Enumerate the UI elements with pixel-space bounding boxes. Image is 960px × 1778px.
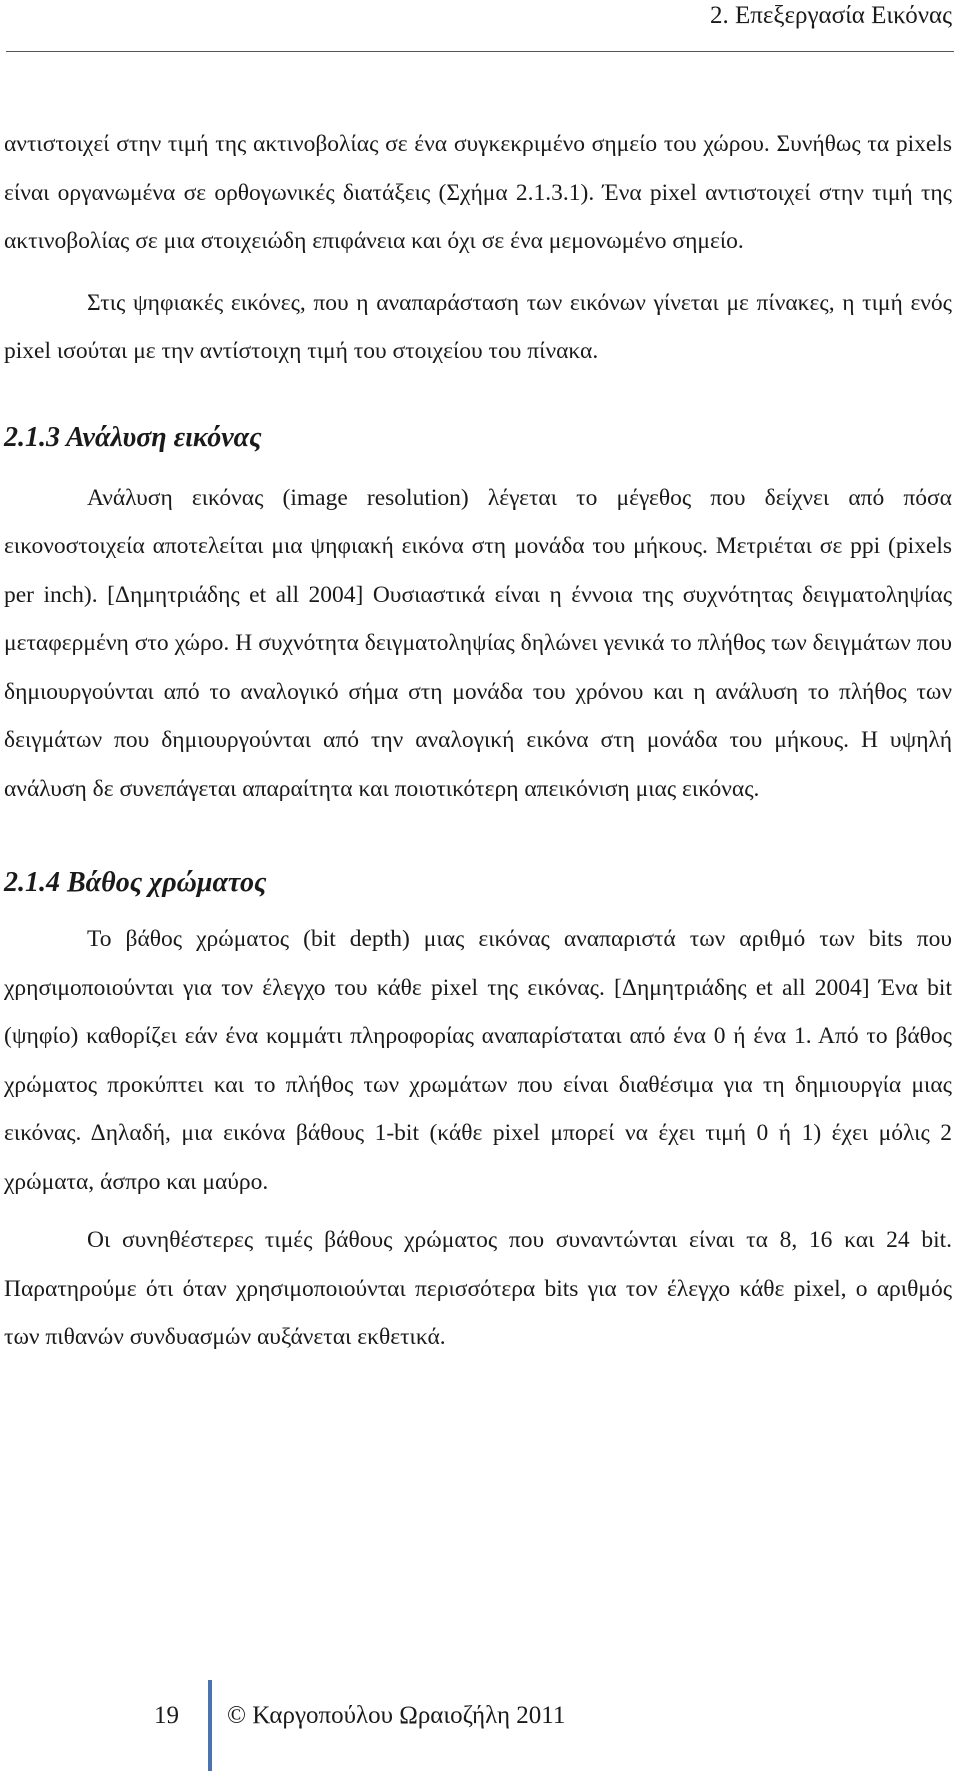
- footer-copyright: © Καργοπούλου Ωραιοζήλη 2011: [227, 1702, 566, 1729]
- paragraph-continued: αντιστοιχεί στην τιμή της ακτινοβολίας σε ένα συγκεκριμένο σημείο του χώρου. Συνήθως τα pixels είναι οργανωμένα σε ορθογωνικές διατάξεις (Σχήμα 2.1.3.1). Ένα pixel αντιστοιχεί στην τιμή της ακτινοβολίας σε μια στοιχειώδη επιφάνεια και όχι σε ένα μεμονωμένο σημείο.: [4, 131, 952, 254]
- section-heading-color-depth: 2.1.4 Βάθος χρώματος: [4, 867, 267, 898]
- page-footer: [0, 1680, 960, 1770]
- page-number: 19: [154, 1702, 179, 1729]
- paragraph-resolution: Ανάλυση εικόνας (image resolution) λέγεται το μέγεθος που δείχνει από πόσα εικονοστοιχεία αποτελείται μια ψηφιακή εικόνα στη μονάδα του μήκους. Μετριέται σε ppi (pixels per inch). [Δημητριάδης et all 2004] Ουσιαστικά είναι η έννοια της συχνότητας δειγματοληψίας μεταφερμένη στο χώρο. Η συχνότητα δειγματοληψίας δηλώνει γενικά το πλήθος των δειγμάτων που δημιουργούνται από το αναλογικό σήμα στη μονάδα του χρόνου και η ανάλυση το πλήθος των δειγμάτων που δημιουργούνται από την αναλογική εικόνα στη μονάδα του μήκους. Η υψηλή ανάλυση δε συνεπάγεται απαραίτητα και ποιοτικότερη απεικόνιση μιας εικόνας.: [4, 484, 952, 802]
- header-divider: [6, 51, 954, 52]
- paragraph-common-depths: Οι συνηθέστερες τιμές βάθους χρώματος που συναντώνται είναι τα 8, 16 και 24 bit. Παρατηρούμε ότι όταν χρησιμοποιούνται περισσότερα bits για τον έλεγχο κάθε pixel, ο αριθμός των πιθανών συνδυασμών αυξάνεται εκθετικά.: [4, 1227, 952, 1350]
- paragraph-color-depth: Το βάθος χρώματος (bit depth) μιας εικόνας αναπαριστά των αριθμό των bits που χρησιμοποιούνται για τον έλεγχο του κάθε pixel της εικόνας. [Δημητριάδης et all 2004] Ένα bit (ψηφίο) καθορίζει εάν ένα κομμάτι πληροφορίας αναπαρίσταται από ένα 0 ή ένα 1. Από το βάθος χρώματος προκύπτει και το πλήθος των χρωμάτων που είναι διαθέσιμα για τη δημιουργία μιας εικόνας. Δηλαδή, μια εικόνα βάθους 1-bit (κάθε pixel μπορεί να έχει τιμή 0 ή 1) έχει μόλις 2 χρώματα, άσπρο και μαύρο.: [4, 926, 952, 1195]
- page-body: [4, 120, 952, 1362]
- paragraph-digital-images: Στις ψηφιακές εικόνες, που η αναπαράσταση των εικόνων γίνεται με πίνακες, η τιμή ενός pixel ισούται με την αντίστοιχη τιμή του στοιχείου του πίνακα.: [4, 289, 952, 364]
- footer-divider-bar: [208, 1680, 212, 1771]
- section-heading-resolution: 2.1.3 Ανάλυση εικόνας: [4, 421, 262, 453]
- chapter-title: 2. Επεξεργασία Εικόνας: [709, 2, 952, 29]
- page-header: [0, 0, 960, 56]
